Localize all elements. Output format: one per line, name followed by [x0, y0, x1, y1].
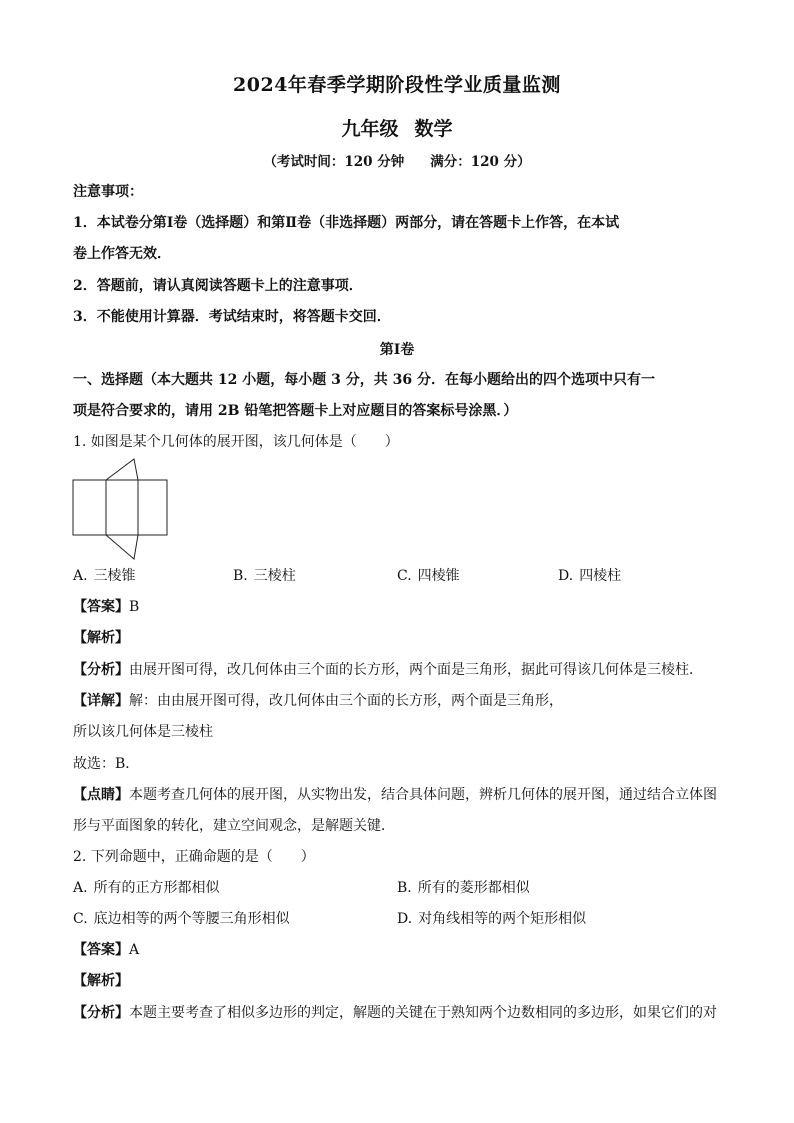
- q2-analysis-heading: 【解析】: [73, 973, 129, 989]
- q1-answer: 【答案】B: [73, 599, 140, 615]
- notice-item-2: 2．答题前，请认真阅读答题卡上的注意事项．: [73, 278, 363, 294]
- notice-heading: 注意事项：: [73, 184, 143, 200]
- q2-answer: 【答案】A: [73, 942, 140, 958]
- time-info: （考试时间：120 分钟: [263, 154, 405, 170]
- score-info: 满分：120 分）: [430, 154, 531, 170]
- q2-option-c: C. 底边相等的两个等腰三角形相似: [73, 911, 290, 927]
- q2-option-d: D. 对角线相等的两个矩形相似: [397, 911, 587, 927]
- triangular-prism-net-figure: [72, 458, 172, 562]
- section-title: 第Ⅰ卷: [379, 342, 415, 358]
- subject-label: 数学: [414, 118, 453, 140]
- net-middle-rectangle: [106, 480, 138, 535]
- q1-fenxi: 【分析】由展开图可得，改几何体由三个面的长方形，两个面是三角形，据此可得该几何体是三棱柱．: [73, 662, 703, 678]
- q1-choose: 故选：B．: [73, 756, 140, 772]
- grade-subject: [0, 114, 794, 141]
- net-right-rectangle: [138, 480, 167, 535]
- q2-stem: 2. 下列命题中，正确命题的是（ ）: [73, 849, 315, 865]
- q1-dianjing-line-1: 【点睛】本题考查几何体的展开图，从实物出发，结合具体问题，辨析几何体的展开图，通过结合立体图: [73, 787, 717, 803]
- exam-title: 2024年春季学期阶段性学业质量监测: [233, 74, 561, 96]
- q2-option-b: B. 所有的菱形都相似: [397, 880, 530, 896]
- q1-option-c: C. 四棱锥: [397, 568, 460, 584]
- q1-option-a: A. 三棱锥: [73, 568, 136, 584]
- net-left-rectangle: [73, 480, 106, 535]
- q1-option-d: D. 四棱柱: [558, 568, 622, 584]
- q1-conclusion: 所以该几何体是三棱柱: [73, 724, 213, 740]
- grade-label: 九年级: [341, 118, 399, 140]
- notice-item-1-line-1: 1．本试卷分第Ⅰ卷（选择题）和第Ⅱ卷（非选择题）两部分，请在答题卡上作答，在本试: [73, 215, 620, 231]
- net-bottom-triangle: [106, 535, 138, 559]
- section-instruction-line-1: 一、选择题（本大题共 12 小题，每小题 3 分，共 36 分．在每小题给出的四个选项中只有一: [73, 372, 655, 388]
- q1-analysis-heading: 【解析】: [73, 630, 129, 646]
- q1-dianjing-line-2: 形与平面图象的转化，建立空间观念，是解题关键．: [73, 818, 395, 834]
- q1-stem: 1. 如图是某个几何体的展开图，该几何体是（ ）: [73, 434, 399, 450]
- exam-info: [0, 150, 794, 170]
- q2-fenxi: 【分析】本题主要考查了相似多边形的判定，解题的关键在于熟知两个边数相同的多边形，如果它们的对: [73, 1005, 717, 1021]
- net-top-triangle: [106, 459, 138, 480]
- section-instruction-line-2: 项是符合要求的，请用 2B 铅笔把答题卡上对应题目的答案标号涂黑．）: [73, 403, 518, 419]
- q1-option-b: B. 三棱柱: [233, 568, 296, 584]
- notice-item-3: 3．不能使用计算器．考试结束时，将答题卡交回．: [73, 309, 391, 325]
- notice-item-1-line-2: 卷上作答无效．: [73, 246, 171, 262]
- q2-option-a: A. 所有的正方形都相似: [73, 880, 220, 896]
- q1-xiangjie: 【详解】解：由由展开图可得，改几何体由三个面的长方形，两个面是三角形，: [73, 693, 563, 709]
